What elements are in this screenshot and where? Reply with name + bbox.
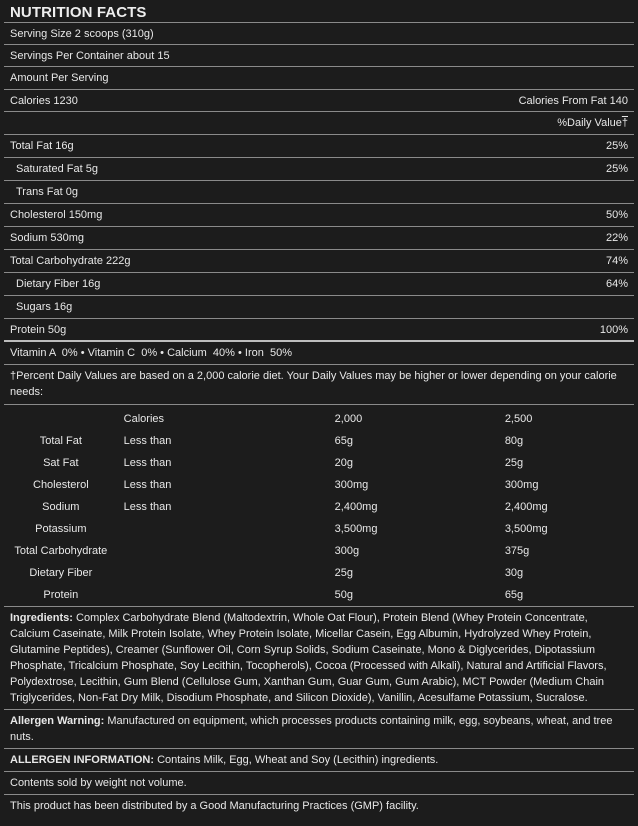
dv-cell [118, 584, 297, 607]
dv-cell: Less than [123, 501, 172, 513]
dv-cell: Cholesterol [33, 479, 89, 491]
nutrient-label: Dietary Fiber 16g [16, 278, 101, 290]
dv-cell: 2,500 [504, 413, 533, 425]
dv-table-row [4, 452, 634, 474]
vitamins-row [4, 342, 634, 365]
amount-per-serving: Amount Per Serving [10, 72, 109, 84]
nutrient-row-trans-fat [4, 181, 634, 204]
nutrient-row-protein [4, 319, 634, 342]
gmp-note: This product has been distributed by a Good Manufacturing Practices (GMP) facility. [10, 800, 419, 812]
daily-value-header: %Daily Value† [557, 117, 628, 129]
dv-cell: Potassium [35, 523, 87, 535]
dv-table-row [4, 540, 634, 562]
nutrient-label: Sugars 16g [16, 301, 73, 313]
dv-cell: 65g [504, 589, 524, 601]
calories-from-fat: Calories From Fat 140 [518, 94, 628, 107]
dv-table-row [4, 562, 634, 584]
dv-cell: 65g [334, 435, 354, 447]
dv-cell: 2,400mg [504, 501, 548, 513]
dv-table-row [4, 584, 634, 607]
dv-table-row [4, 474, 634, 496]
calories: Calories 1230 [10, 94, 78, 107]
dv-cell: 3,500mg [334, 523, 378, 535]
dv-cell: 2,000 [334, 413, 363, 425]
nutrient-dv: 22% [605, 232, 628, 244]
dv-cell: Protein [43, 589, 79, 601]
ingredients-label: Ingredients: [10, 612, 73, 624]
dv-cell: Less than [123, 457, 172, 469]
dv-cell [4, 408, 118, 430]
nutrient-dv: 64% [605, 278, 628, 290]
dv-cell: 50g [334, 589, 354, 601]
nutrient-row-total-carbohydrate [4, 250, 634, 273]
nutrient-dv: 50% [605, 209, 628, 221]
nutrient-dv: 100% [599, 323, 628, 336]
nutrient-row-cholesterol [4, 204, 634, 227]
dv-table-row [4, 518, 634, 540]
dv-cell: 300mg [334, 479, 369, 491]
nutrient-row-dietary-fiber [4, 273, 634, 296]
weight-note: Contents sold by weight not volume. [4, 772, 634, 795]
dv-cell: 30g [504, 567, 524, 579]
dv-cell: 2,400mg [334, 501, 378, 513]
servings-per-container: Servings Per Container about 15 [10, 49, 170, 62]
nutrient-dv: 74% [605, 255, 628, 267]
nutrient-label: Cholesterol 150mg [10, 209, 103, 221]
ingredients-text: Complex Carbohydrate Blend (Maltodextrin, Whole Oat Flour), Protein Blend (Whey Protein Concentrate, Calcium Caseinate, Milk Protein Isolate, Whey Protein Isolate, Micellar Casein, Egg Albumin, Hydrolyzed Whey Protein, Glutamine Peptides), Creamer (Sunflower Oil, Corn Syrup Solids, Sodium Caseinate, Mono & Diglycerides, Dipotassium Phosphate, Tricalcium Phosphate, Soy Lecithin, Tocopherols), Cocoa (Processed with Alkali), Natural and Artificial Flavors, Polydextrose, Lecithin, Gum Blend (Cellulose Gum, Xanthan Gum, Guar Gum, Gum Arabic), MCT Powder (Medium Chain Triglycerides, Non-Fat Dry Milk, Disodium Phosphate, and Silicon Dioxide), Vanillin, Acesulfame Potassium, Sucralose. [10, 612, 607, 704]
nutrient-row-sugars [4, 296, 634, 319]
nutrient-label: Total Carbohydrate 222g [10, 255, 131, 267]
dv-table-row [4, 496, 634, 518]
dv-cell: Calories [123, 413, 165, 425]
dv-cell: 300g [334, 545, 360, 557]
dv-cell: Total Carbohydrate [14, 545, 108, 557]
dv-cell: Less than [123, 435, 172, 447]
dv-cell: Dietary Fiber [29, 567, 93, 579]
dv-cell: 300mg [504, 479, 539, 491]
dv-cell: 3,500mg [504, 523, 548, 535]
nutrient-label: Total Fat 16g [10, 140, 74, 152]
nutrient-dv: 25% [605, 163, 628, 175]
nutrition-panel [4, 2, 634, 822]
dv-cell [118, 518, 297, 540]
nutrient-row-total-fat [4, 135, 634, 158]
dv-table-row [4, 430, 634, 452]
calories-row [4, 90, 634, 112]
dagger-mark: † [621, 117, 628, 129]
nutrient-row-sodium [4, 227, 634, 250]
allergen-info-section [4, 749, 634, 772]
daily-value-reference-table [4, 408, 634, 607]
ingredients-section [4, 607, 634, 710]
amount-per-serving-row [4, 67, 634, 90]
allergen-info-label: ALLERGEN INFORMATION: [10, 754, 155, 766]
dv-cell: Sodium [42, 501, 80, 513]
nutrient-label: Trans Fat 0g [16, 186, 78, 198]
nutrient-label: Protein 50g [10, 323, 67, 336]
daily-value-footnote: †Percent Daily Values are based on a 2,000 calorie diet. Your Daily Values may be higher or lower depending on your calorie needs: [4, 365, 634, 405]
dv-cell: Less than [123, 479, 172, 491]
panel-title: NUTRITION FACTS [4, 2, 634, 23]
dv-cell: 25g [504, 457, 524, 469]
allergen-info-text: Contains Milk, Egg, Wheat and Soy (Lecithin) ingredients. [154, 754, 439, 766]
allergen-warning-section [4, 710, 634, 749]
nutrient-dv: 25% [605, 140, 628, 152]
allergen-warning-text: Manufactured on equipment, which processes products containing milk, egg, soybeans, wheat, and tree nuts. [10, 715, 613, 743]
dv-cell: 25g [334, 567, 354, 579]
dv-cell: Sat Fat [43, 457, 79, 469]
vitamins-minerals: Vitamin A 0% • Vitamin C 0% • Calcium 40% • Iron 50% [10, 347, 292, 359]
dv-cell: 20g [334, 457, 354, 469]
dv-cell: 80g [504, 435, 524, 447]
servings-per-container-row [4, 45, 634, 67]
dv-table-header [4, 408, 634, 430]
nutrient-label: Sodium 530mg [10, 232, 84, 244]
dv-cell [118, 562, 297, 584]
serving-size-row [4, 23, 634, 45]
nutrient-row-saturated-fat [4, 158, 634, 181]
daily-value-header-row [4, 112, 634, 135]
nutrient-label: Saturated Fat 5g [16, 163, 98, 175]
dv-cell: Total Fat [39, 435, 82, 447]
dv-cell: 375g [504, 545, 530, 557]
serving-size: Serving Size 2 scoops (310g) [10, 27, 154, 40]
allergen-warning-label: Allergen Warning: [10, 715, 105, 727]
dv-cell [118, 540, 297, 562]
